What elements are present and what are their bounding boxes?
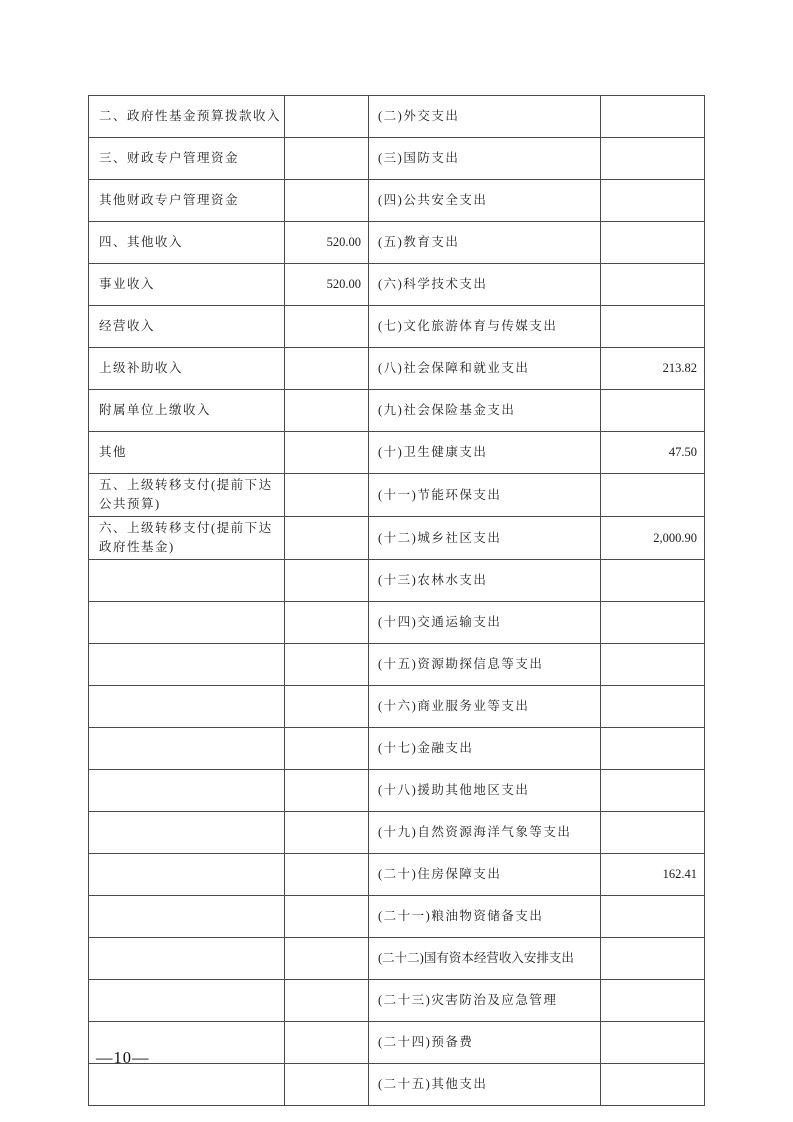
- expense-item-value: [601, 138, 705, 180]
- expense-item-value: [601, 686, 705, 728]
- income-item-label: 经营收入: [89, 306, 285, 348]
- table-row: [89, 474, 705, 517]
- expense-item-label: (二十一)粮油物资储备支出: [369, 896, 601, 938]
- table-row: [89, 390, 705, 432]
- expense-item-label: (九)社会保险基金支出: [369, 390, 601, 432]
- expense-item-label: (八)社会保障和就业支出: [369, 348, 601, 390]
- income-item-label: [89, 770, 285, 812]
- expense-item-label: (十一)节能环保支出: [369, 474, 601, 517]
- expense-item-label: (二十三)灾害防治及应急管理: [369, 980, 601, 1022]
- income-item-value: [285, 602, 369, 644]
- expense-item-label: (十五)资源勘探信息等支出: [369, 644, 601, 686]
- income-item-label: [89, 896, 285, 938]
- income-item-label: [89, 980, 285, 1022]
- income-item-label: [89, 812, 285, 854]
- income-item-label: 事业收入: [89, 264, 285, 306]
- table-row: [89, 644, 705, 686]
- income-item-value: [285, 686, 369, 728]
- table-row: [89, 686, 705, 728]
- expense-item-label: (十八)援助其他地区支出: [369, 770, 601, 812]
- table-row: [89, 348, 705, 390]
- income-item-value: [285, 812, 369, 854]
- expense-item-label: (十六)商业服务业等支出: [369, 686, 601, 728]
- income-item-label: 其他: [89, 432, 285, 474]
- income-item-label: 四、其他收入: [89, 222, 285, 264]
- expense-item-label: (十四)交通运输支出: [369, 602, 601, 644]
- expense-item-value: [601, 602, 705, 644]
- expense-item-label: (二十二)国有资本经营收入安排支出: [369, 938, 601, 980]
- expense-item-value: [601, 222, 705, 264]
- income-item-value: [285, 1022, 369, 1064]
- table-row: [89, 770, 705, 812]
- expense-item-value: [601, 180, 705, 222]
- expense-item-value: 162.41: [601, 854, 705, 896]
- expense-item-label: (三)国防支出: [369, 138, 601, 180]
- income-item-value: [285, 306, 369, 348]
- expense-item-label: (十二)城乡社区支出: [369, 517, 601, 560]
- table-row: [89, 728, 705, 770]
- expense-item-value: [601, 644, 705, 686]
- income-item-value: [285, 560, 369, 602]
- income-item-label: 五、上级转移支付(提前下达公共预算): [89, 474, 285, 517]
- expense-item-label: (十)卫生健康支出: [369, 432, 601, 474]
- expense-item-value: [601, 264, 705, 306]
- expense-item-value: [601, 474, 705, 517]
- income-item-label: 六、上级转移支付(提前下达政府性基金): [89, 517, 285, 560]
- table-row: [89, 306, 705, 348]
- table-row: [89, 560, 705, 602]
- income-item-value: [285, 728, 369, 770]
- income-item-label: [89, 560, 285, 602]
- income-item-value: [285, 770, 369, 812]
- table-row: [89, 980, 705, 1022]
- income-item-value: [285, 1064, 369, 1106]
- table-row: [89, 812, 705, 854]
- income-item-label: [89, 602, 285, 644]
- expense-item-label: (六)科学技术支出: [369, 264, 601, 306]
- expense-item-value: [601, 980, 705, 1022]
- income-item-value: [285, 854, 369, 896]
- income-item-value: [285, 517, 369, 560]
- income-item-value: [285, 390, 369, 432]
- expense-item-value: [601, 812, 705, 854]
- expense-item-value: [601, 390, 705, 432]
- expense-item-value: 47.50: [601, 432, 705, 474]
- income-item-value: [285, 96, 369, 138]
- table-row: [89, 96, 705, 138]
- income-item-value: 520.00: [285, 264, 369, 306]
- table-row: [89, 602, 705, 644]
- income-item-value: [285, 938, 369, 980]
- income-item-label: 上级补助收入: [89, 348, 285, 390]
- expense-item-label: (五)教育支出: [369, 222, 601, 264]
- expense-item-label: (二十四)预备费: [369, 1022, 601, 1064]
- table-row: [89, 1022, 705, 1064]
- expense-item-value: 2,000.90: [601, 517, 705, 560]
- income-item-label: [89, 728, 285, 770]
- income-item-label: [89, 1064, 285, 1106]
- expense-item-value: [601, 770, 705, 812]
- expense-item-label: (十三)农林水支出: [369, 560, 601, 602]
- income-item-label: 附属单位上缴收入: [89, 390, 285, 432]
- income-item-value: 520.00: [285, 222, 369, 264]
- expense-item-value: [601, 560, 705, 602]
- table-row: [89, 432, 705, 474]
- income-item-value: [285, 348, 369, 390]
- table-row: [89, 1064, 705, 1106]
- table-row: [89, 896, 705, 938]
- expense-item-label: (二十)住房保障支出: [369, 854, 601, 896]
- table-row: [89, 854, 705, 896]
- income-item-value: [285, 896, 369, 938]
- expense-item-label: (七)文化旅游体育与传媒支出: [369, 306, 601, 348]
- table-row: [89, 938, 705, 980]
- expense-item-value: [601, 1022, 705, 1064]
- table-row: [89, 517, 705, 560]
- income-item-value: [285, 138, 369, 180]
- table-row: [89, 138, 705, 180]
- income-item-label: 二、政府性基金预算拨款收入: [89, 96, 285, 138]
- income-item-value: [285, 644, 369, 686]
- table-row: [89, 222, 705, 264]
- budget-table-body: [89, 96, 705, 1106]
- expense-item-label: (十九)自然资源海洋气象等支出: [369, 812, 601, 854]
- table-row: [89, 180, 705, 222]
- income-item-value: [285, 432, 369, 474]
- expense-item-value: [601, 306, 705, 348]
- expense-item-label: (二十五)其他支出: [369, 1064, 601, 1106]
- expense-item-label: (十七)金融支出: [369, 728, 601, 770]
- expense-item-value: [601, 728, 705, 770]
- expense-item-value: [601, 96, 705, 138]
- income-item-value: [285, 980, 369, 1022]
- income-item-label: [89, 686, 285, 728]
- income-item-value: [285, 474, 369, 517]
- income-item-value: [285, 180, 369, 222]
- expense-item-label: (二)外交支出: [369, 96, 601, 138]
- income-item-label: [89, 938, 285, 980]
- expense-item-value: 213.82: [601, 348, 705, 390]
- income-item-label: 其他财政专户管理资金: [89, 180, 285, 222]
- income-item-label: [89, 644, 285, 686]
- income-item-label: [89, 854, 285, 896]
- expense-item-value: [601, 896, 705, 938]
- expense-item-label: (四)公共安全支出: [369, 180, 601, 222]
- income-item-label: 三、财政专户管理资金: [89, 138, 285, 180]
- page-number: —10—: [96, 1048, 150, 1067]
- table-row: [89, 264, 705, 306]
- expense-item-value: [601, 938, 705, 980]
- budget-table: [88, 95, 705, 1106]
- expense-item-value: [601, 1064, 705, 1106]
